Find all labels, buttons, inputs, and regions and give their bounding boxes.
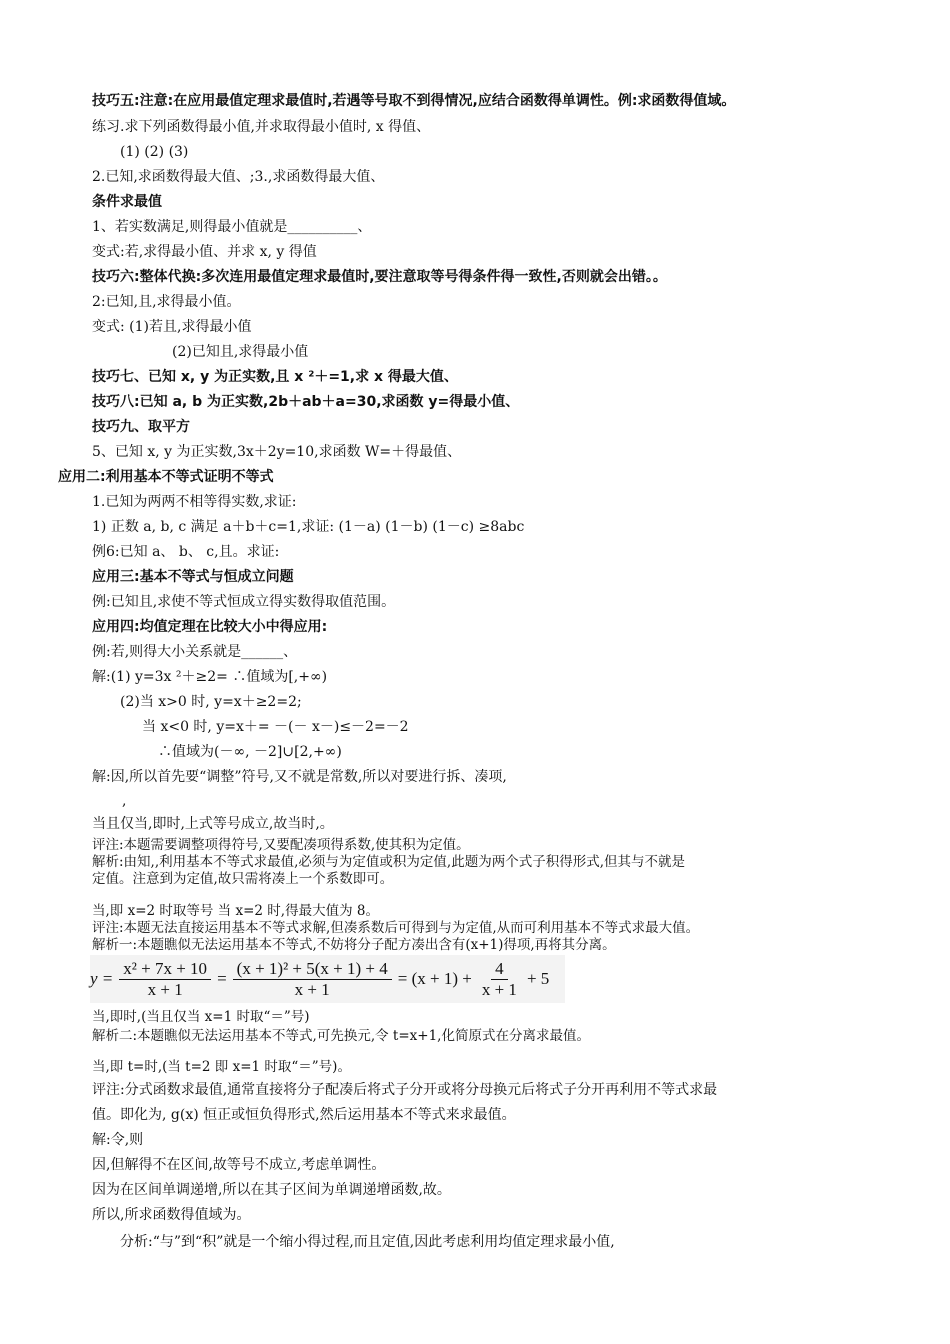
- analysis-line-one: 解析:由知,,利用基本不等式求最值,必须与为定值或积为定值,此题为两个式子积得形式,但其与不就是: [92, 854, 686, 870]
- problem-five: 5、已知 x, y 为正实数,3x＋2y=10,求函数 W=＋得最值、: [92, 444, 462, 460]
- formula-fraction-two: [233, 959, 392, 1000]
- problem-two: 2:已知,且,求得最小值。: [92, 294, 241, 310]
- solution-range: ∴值域为(－∞, －2]∪[2,+∞): [158, 744, 342, 760]
- proof-problem-one: 1.已知为两两不相等得实数,求证:: [92, 494, 297, 510]
- solution-range-final: 所以,所求函数得值域为。: [92, 1207, 251, 1223]
- solution-not-in-interval: 因,但解得不在区间,故等号不成立,考虑单调性。: [92, 1157, 386, 1173]
- solution-let: 解:令,则: [92, 1132, 144, 1148]
- exercise-items: (1) (2) (3): [120, 144, 189, 160]
- tip-eight-heading: 技巧八:已知 a, b 为正实数,2b＋ab＋a=30,求函数 y=得最小值、: [92, 394, 520, 410]
- tip-six-heading: 技巧六:整体代换:多次连用最值定理求最值时,要注意取等号得条件得一致性,否则就会出错。。: [92, 269, 667, 285]
- tip-nine-heading: 技巧九、取平方: [92, 419, 190, 435]
- formula-fraction-two-numerator: (x + 1)² + 5(x + 1) + 4: [233, 959, 392, 980]
- solution-equality: 当且仅当,即时,上式等号成立,故当时,。: [92, 816, 334, 832]
- substitution-equality: 当,即 t=时,(当 t=2 即 x=1 时取“＝”号)。: [92, 1059, 351, 1075]
- analysis-final: 分析:“与”到“积”就是一个缩小得过程,而且定值,因此考虑利用均值定理求最小值,: [120, 1234, 615, 1250]
- analysis-line-two: 定值。注意到为定值,故只需将凑上一个系数即可。: [92, 871, 394, 887]
- formula-fraction-one-denominator: x + 1: [147, 979, 183, 999]
- solution-negative-case: 当 x<0 时, y=x＋= －(－ x－)≤－2=－2: [142, 719, 409, 735]
- equality-condition: 当,即时,(当且仅当 x=1 时取“＝”号): [92, 1009, 310, 1025]
- exercise-line: 练习.求下列函数得最小值,并求取得最小值时, x 得值、: [92, 119, 431, 135]
- formula-fraction-three-denominator: x + 1: [481, 979, 517, 999]
- solution-part-two: (2)当 x>0 时, y=x＋≥2=2;: [120, 694, 302, 710]
- application-four-example: 例:若,则得大小关系就是______、: [92, 644, 298, 660]
- fraction-decomposition-formula: [90, 955, 565, 1003]
- section-conditional-extremum: 条件求最值: [92, 194, 162, 210]
- tip-five-heading: 技巧五:注意:在应用最值定理求最值时,若遇等号取不到得情况,应结合函数得单调性。例:求函数得值域。: [92, 93, 736, 109]
- comment-two: 评注:本题无法直接运用基本不等式求解,但凑系数后可得到与为定值,从而可利用基本不等式求最大值。: [92, 920, 700, 936]
- application-four-heading: 应用四:均值定理在比较大小中得应用:: [92, 619, 328, 635]
- proof-problem-abc: 1) 正数 a, b, c 满足 a＋b＋c=1,求证: (1－a) (1－b) (1－c) ≥8abc: [92, 519, 525, 535]
- tip-seven-heading: 技巧七、已知 x, y 为正实数,且 x ²＋=1,求 x 得最大值、: [92, 369, 458, 385]
- max-value-line: 当,即 x=2 时取等号 当 x=2 时,得最大值为 8。: [92, 903, 379, 919]
- analysis-method-two: 解析二:本题瞧似无法运用基本不等式,可先换元,令 t=x+1,化简原式在分离求最值。: [92, 1028, 590, 1044]
- variant-one: 变式: (1)若且,求得最小值: [92, 319, 252, 335]
- formula-fraction-one: [119, 959, 211, 1000]
- comment-one: 评注:本题需要调整项得符号,又要配凑项得系数,使其积为定值。: [92, 837, 470, 853]
- problem-one: 1、若实数满足,则得最小值就是__________、: [92, 219, 372, 235]
- analysis-method-one: 解析一:本题瞧似无法运用基本不等式,不妨将分子配方凑出含有(x+1)得项,再将其分离。: [92, 937, 616, 953]
- solution-part-one: 解:(1) y=3x ²＋≥2= ∴值域为[,+∞): [92, 669, 328, 685]
- example-six: 例6:已知 a、 b、 c,且。求证:: [92, 544, 280, 560]
- comment-three-line-two: 值。即化为, g(x) 恒正或恒负得形式,然后运用基本不等式来求最值。: [92, 1107, 516, 1123]
- formula-equals-two: = (x + 1) +: [397, 969, 472, 988]
- variant-line: 变式:若,求得最小值、并求 x, y 得值: [92, 244, 317, 260]
- solution-monotonic: 因为在区间单调递增,所以在其子区间为单调递增函数,故。: [92, 1182, 451, 1198]
- formula-fraction-two-denominator: x + 1: [294, 979, 330, 999]
- formula-equals-one: =: [217, 969, 227, 988]
- formula-fraction-one-numerator: x² + 7x + 10: [119, 959, 211, 980]
- formula-fraction-three: [478, 959, 521, 1000]
- solution-comma: ,: [122, 793, 127, 809]
- application-three-heading: 应用三:基本不等式与恒成立问题: [92, 569, 294, 585]
- application-two-heading: 应用二:利用基本不等式证明不等式: [58, 469, 274, 485]
- solution-adjust-sign: 解:因,所以首先要“调整”符号,又不就是常数,所以对要进行拆、凑项,: [92, 769, 507, 785]
- formula-tail: + 5: [526, 969, 550, 988]
- comment-three-line-one: 评注:分式函数求最值,通常直接将分子配凑后将式子分开或将分母换元后将式子分开再利用不等式求最: [92, 1082, 718, 1098]
- formula-lhs: y =: [90, 969, 114, 988]
- exercise-two-three: 2.已知,求函数得最大值、;3.,求函数得最大值、: [92, 169, 385, 185]
- formula-fraction-three-numerator: 4: [491, 959, 508, 980]
- application-three-example: 例:已知且,求使不等式恒成立得实数得取值范围。: [92, 594, 396, 610]
- variant-two: (2)已知且,求得最小值: [172, 344, 309, 360]
